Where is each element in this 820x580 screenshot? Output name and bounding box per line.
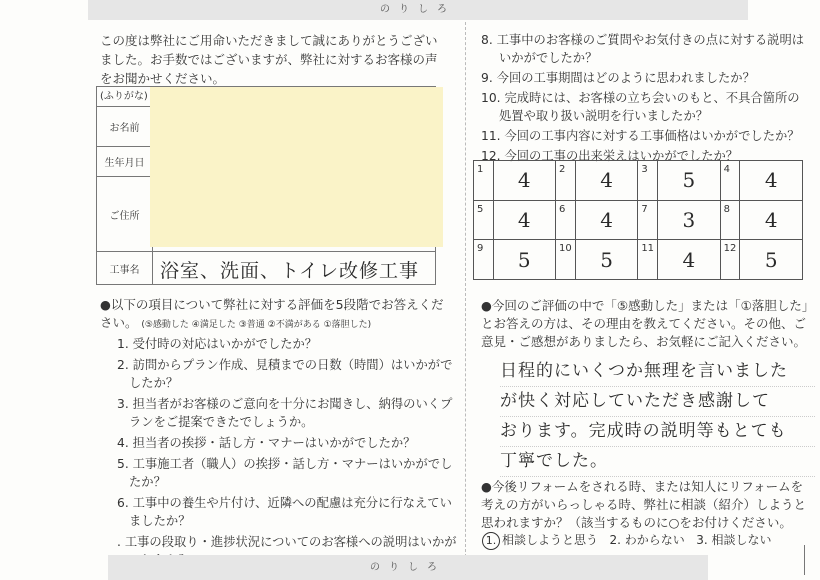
question-item: 1. 受付時の対応はいかがでしたか？ xyxy=(117,337,318,351)
question-item: 4. 担当者の挨拶・話し方・マナーはいかがでしたか？ xyxy=(117,436,416,450)
birthday-label: 生年月日 xyxy=(97,147,153,177)
score-number: 12 xyxy=(720,240,740,280)
score-number: 3 xyxy=(638,161,658,201)
name-label: お名前 xyxy=(97,107,153,147)
question-list-left xyxy=(117,335,457,569)
score-number: 4 xyxy=(720,161,740,201)
score-number: 7 xyxy=(638,200,658,240)
score-value: 4 xyxy=(740,161,803,201)
privacy-sticky-note xyxy=(150,87,443,247)
score-number: 1 xyxy=(474,161,494,201)
score-value: 4 xyxy=(493,161,555,201)
question-list-right xyxy=(481,31,811,165)
score-number: 8 xyxy=(720,200,740,240)
handwritten-comment xyxy=(500,357,815,477)
comment-line: が快く対応していただき感謝して xyxy=(500,387,815,417)
address-label: ご住所 xyxy=(97,177,153,252)
score-value: 5 xyxy=(493,240,555,280)
score-number: 9 xyxy=(474,240,494,280)
option-3: 3. 相談しない xyxy=(696,533,772,547)
question-item: 2. 訪問からプラン作成、見積までの日数（時間）はいかがでしたか？ xyxy=(117,358,453,390)
score-value: 5 xyxy=(658,161,720,201)
score-number: 6 xyxy=(556,200,576,240)
reason-section-heading: ●今回のご評価の中で「⑤感動した」または「①落胆した」とお答えの方は、その理由を教えてください。その他、ご意見・ご感想がありましたら、お気軽にご記入ください。 xyxy=(481,298,809,349)
question-item: 10. 完成時には、お客様の立ち会いのもと、不具合箇所の処置や取り扱い説明を行いましたか？ xyxy=(481,91,800,123)
question-item: 6. 工事中の養生や片付け、近隣への配慮は充分に行なえていましたか？ xyxy=(117,496,452,528)
score-number: 2 xyxy=(556,161,576,201)
comment-line: 丁寧でした。 xyxy=(500,447,815,477)
page-divider xyxy=(465,22,467,557)
option-1: 相談しようと思う xyxy=(502,533,599,547)
referral-section-heading: ●今後リフォームをされる時、または知人にリフォームを考えの方がいらっしゃる時、弊社に相談（紹介）しようと思われますか？（該当するものに○をお付けください。 xyxy=(481,479,807,530)
work-name-label: 工事名 xyxy=(97,252,153,285)
footer-margin-label: のりしろ xyxy=(108,555,708,580)
work-name-handwritten: 浴室、洗面、トイレ改修工事 xyxy=(160,260,420,282)
rating-section-heading xyxy=(100,296,445,332)
selected-option-circle: 1. xyxy=(482,532,500,550)
question-item: 12. 今回の工事の出来栄えはいかがでしたか？ xyxy=(481,149,739,163)
header-margin-label: のりしろ xyxy=(88,0,748,20)
score-value: 4 xyxy=(575,200,637,240)
comment-line: 日程的にいくつか無理を言いました xyxy=(500,357,815,387)
score-value: 3 xyxy=(658,200,720,240)
rating-scale: (⑤感動した ④満足した ③普通 ②不満がある ①落胆した) xyxy=(141,320,372,330)
score-value: 4 xyxy=(740,200,803,240)
score-value: 5 xyxy=(575,240,637,280)
question-item: 5. 工事施工者（職人）の挨拶・話し方・マナーはいかがでしたか？ xyxy=(117,457,453,489)
score-grid xyxy=(473,160,803,280)
score-value: 4 xyxy=(658,240,720,280)
furigana-label: (ふりがな) xyxy=(97,87,153,107)
question-item: 8. 工事中のお客様のご質問やお気付きの点に対する説明はいかがでしたか？ xyxy=(481,33,805,65)
score-value: 5 xyxy=(740,240,803,280)
intro-text: この度は弊社にご用命いただきまして誠にありがとうございました。お手数ではございますが、弊社に対するお客様の声をお聞かせください。 xyxy=(100,33,438,86)
score-number: 11 xyxy=(638,240,658,280)
score-value: 4 xyxy=(575,161,637,201)
score-value: 4 xyxy=(493,200,555,240)
question-item: 11. 今回の工事内容に対する工事価格はいかがでしたか？ xyxy=(481,129,800,143)
referral-options xyxy=(482,531,771,550)
question-item: 9. 今回の工事期間はどのように思われましたか？ xyxy=(481,71,755,85)
score-number: 10 xyxy=(556,240,576,280)
paper-edge-mark xyxy=(804,545,806,575)
question-item: 3. 担当者がお客様のご意向を十分にお聞きし、納得のいくプランをご提案できたでしょうか。 xyxy=(117,397,453,429)
score-number: 5 xyxy=(474,200,494,240)
option-2: 2. わからない xyxy=(609,533,685,547)
question-item: . 工事の段取り・進捗状況についてのお客様への説明はいかが xyxy=(117,535,457,549)
rating-instructions: ●以下の項目について弊社に対する評価を5段階でお答えください。 xyxy=(100,297,444,330)
comment-line: おります。完成時の説明等もとても xyxy=(500,417,815,447)
